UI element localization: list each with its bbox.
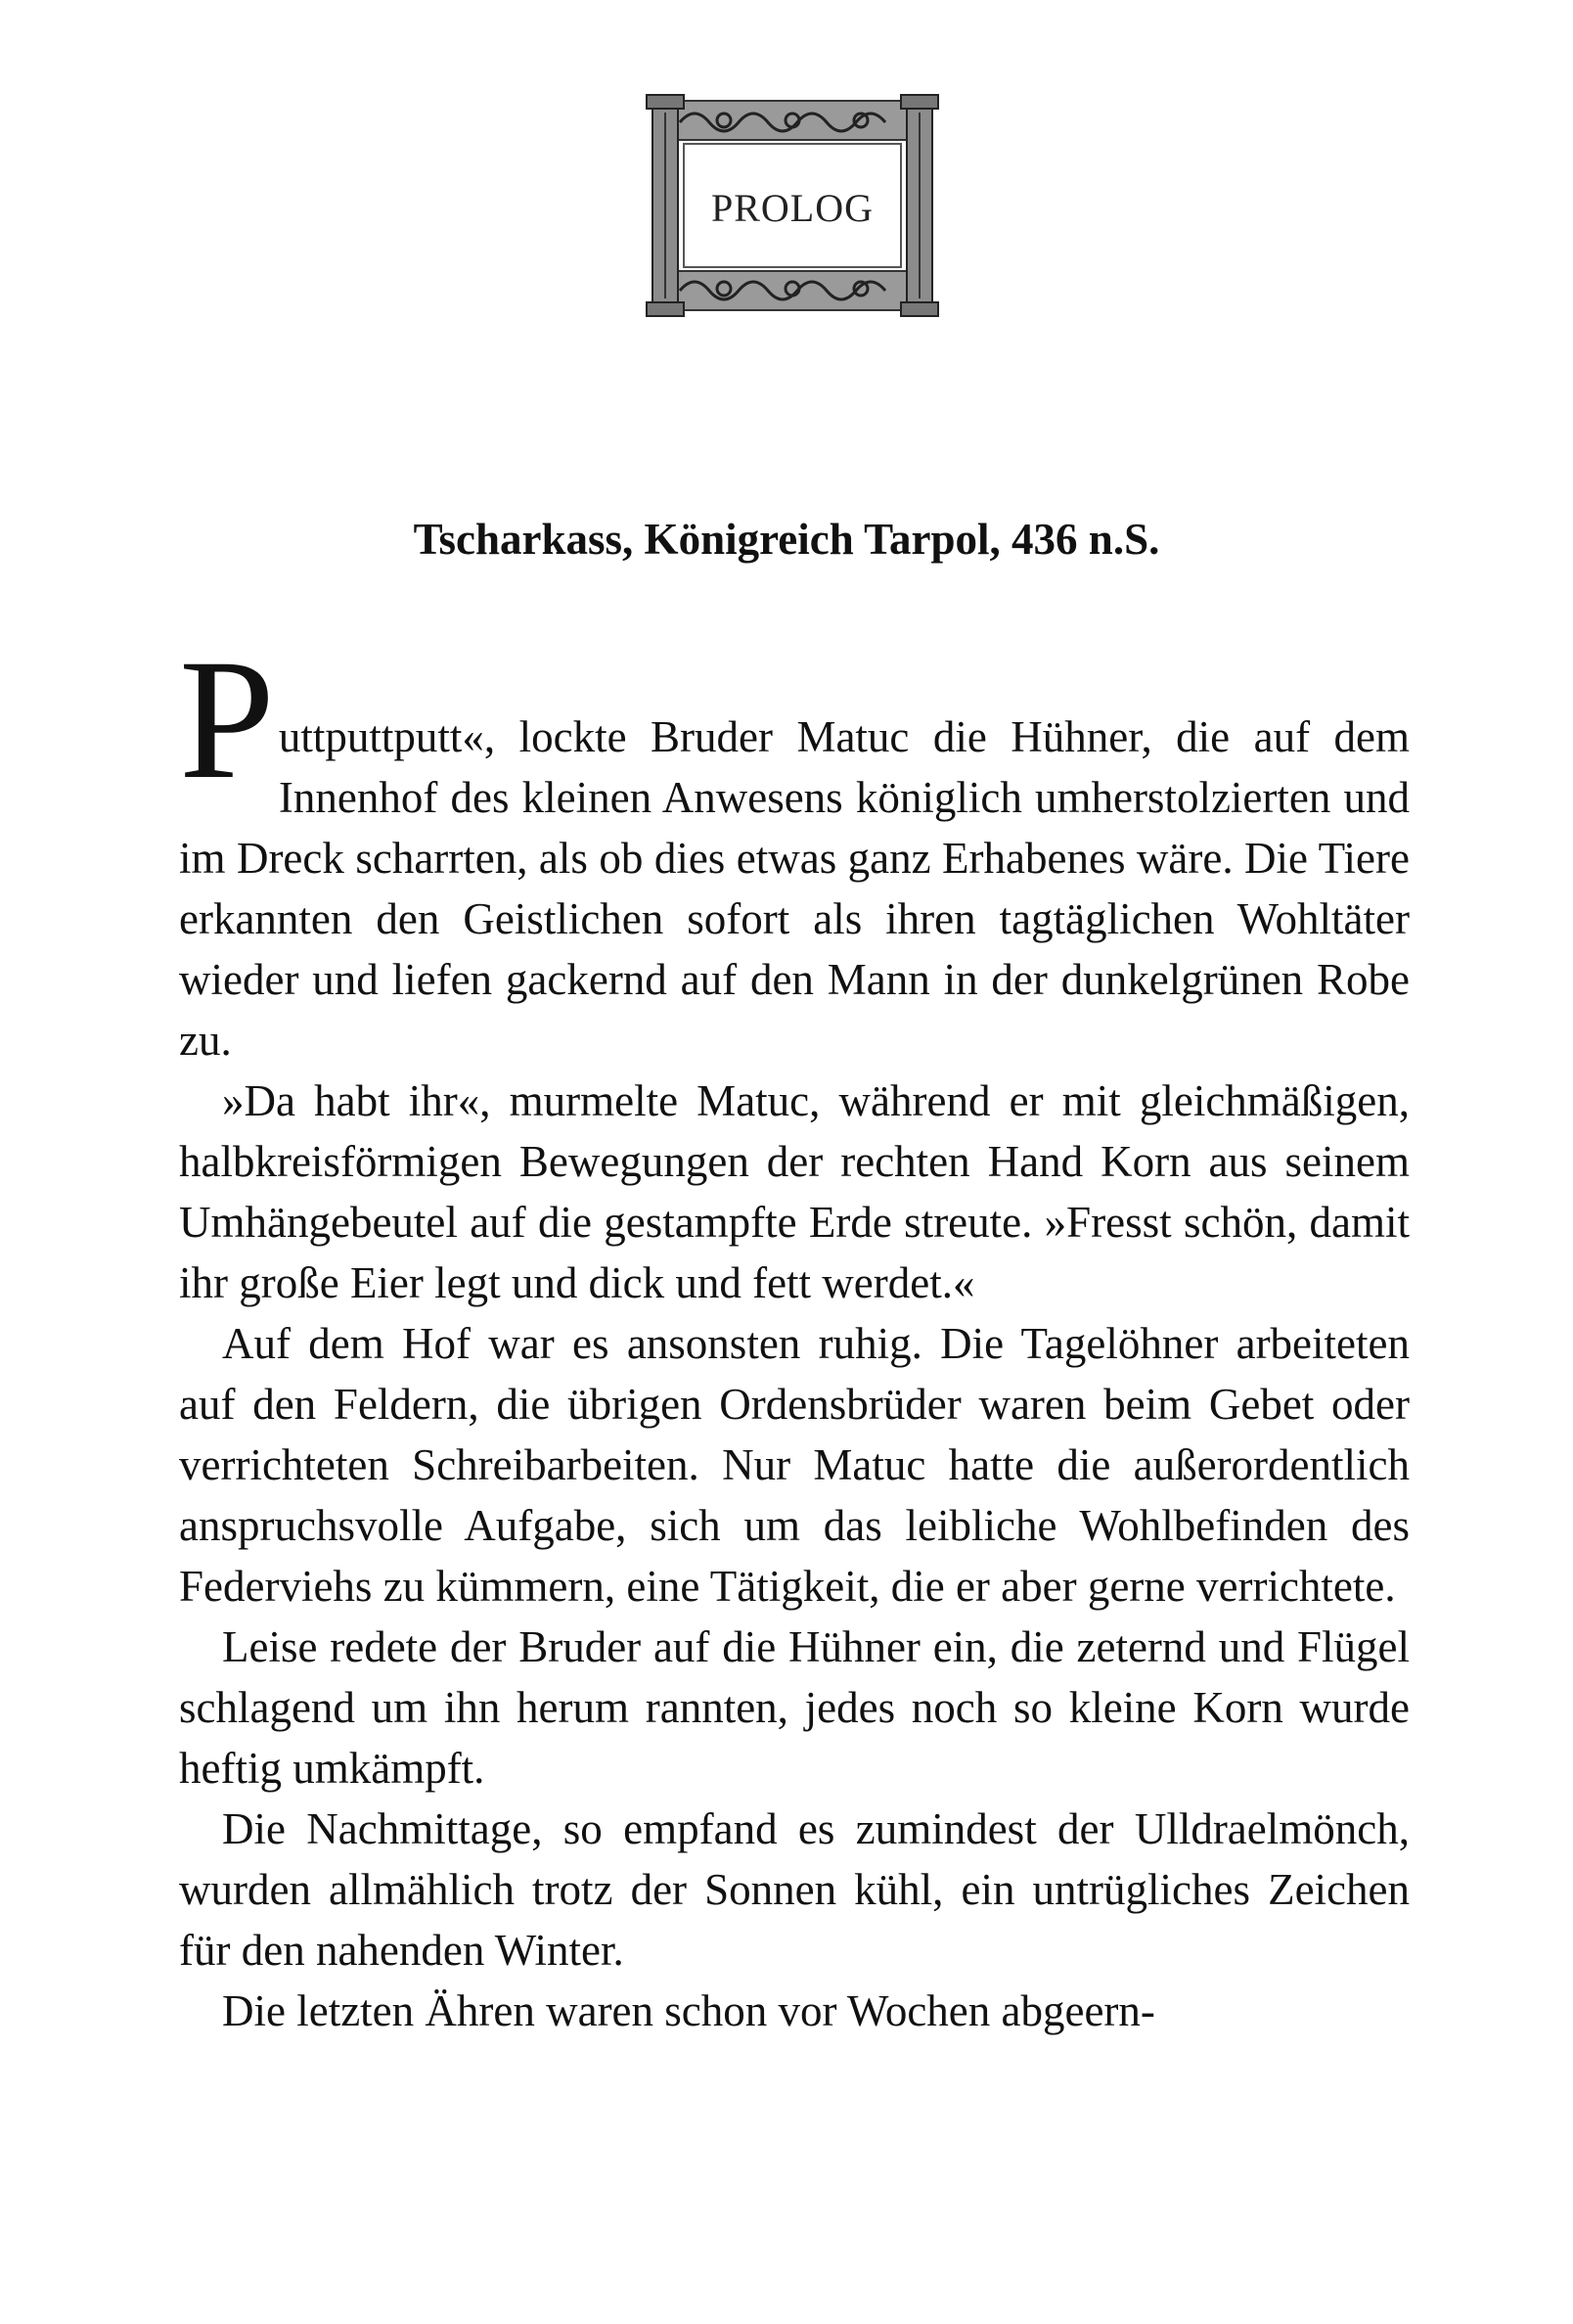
paragraph-2: »Da habt ihr«, murmelte Matuc, während er mit gleichmäßigen, halbkreisförmigen Bewegungen der rechten Hand Korn aus seinem Umhängebeutel auf die gestampfte Erde streute. »Fresst schön, damit ihr große Eier legt und dick und fett werdet.« xyxy=(179,1076,1410,1307)
paragraph-5: Die Nachmittage, so empfand es zumindest der Ulldraelmönch, wurden allmählich trotz der Sonnen kühl, ein untrügliches Zeichen für den nahenden Winter. xyxy=(179,1804,1410,1975)
chapter-emblem xyxy=(641,93,944,318)
chapter-body xyxy=(179,624,1410,2041)
drop-cap-gap xyxy=(179,646,1410,706)
paragraph-1 xyxy=(179,624,1410,1071)
drop-cap: P xyxy=(179,624,275,815)
chapter-title: PROLOG xyxy=(710,186,875,230)
paragraph-3: Auf dem Hof war es ansonsten ruhig. Die Tagelöhner arbeiteten auf den Feldern, die übrigen Ordensbrüder waren beim Gebet oder verrichteten Schreibarbeiten. Nur Matuc hatte die außerordentlich anspruchsvolle Aufgabe, sich um das leibliche Wohlbefinden des Federviehs zu kümmern, eine Tätigkeit, die er aber gerne verrichtete. xyxy=(179,1319,1410,1611)
paragraph-4: Leise redete der Bruder auf die Hühner ein, die zeternd und Flügel schlagend um ihn herum rannten, jedes noch so kleine Korn wurde heftig umkämpft. xyxy=(179,1622,1410,1793)
paragraph-6: Die letzten Ähren waren schon vor Wochen abgeern- xyxy=(222,1986,1155,2035)
paragraph-text: uttputtputt«, lockte Bruder Matuc die Hühner, die auf dem Innenhof des kleinen Anwesens königlich umherstolzierten und im Dreck scharrten, als ob dies etwas ganz Erhabenes wäre. Die Tiere erkannten den Geistlichen sofort als ihren tagtäglichen Wohltäter wieder und liefen gackernd auf den Mann in der dunkelgrünen Robe zu. xyxy=(179,712,1410,1065)
location-heading: Tscharkass, Königreich Tarpol, 436 n.S. xyxy=(413,515,1160,564)
